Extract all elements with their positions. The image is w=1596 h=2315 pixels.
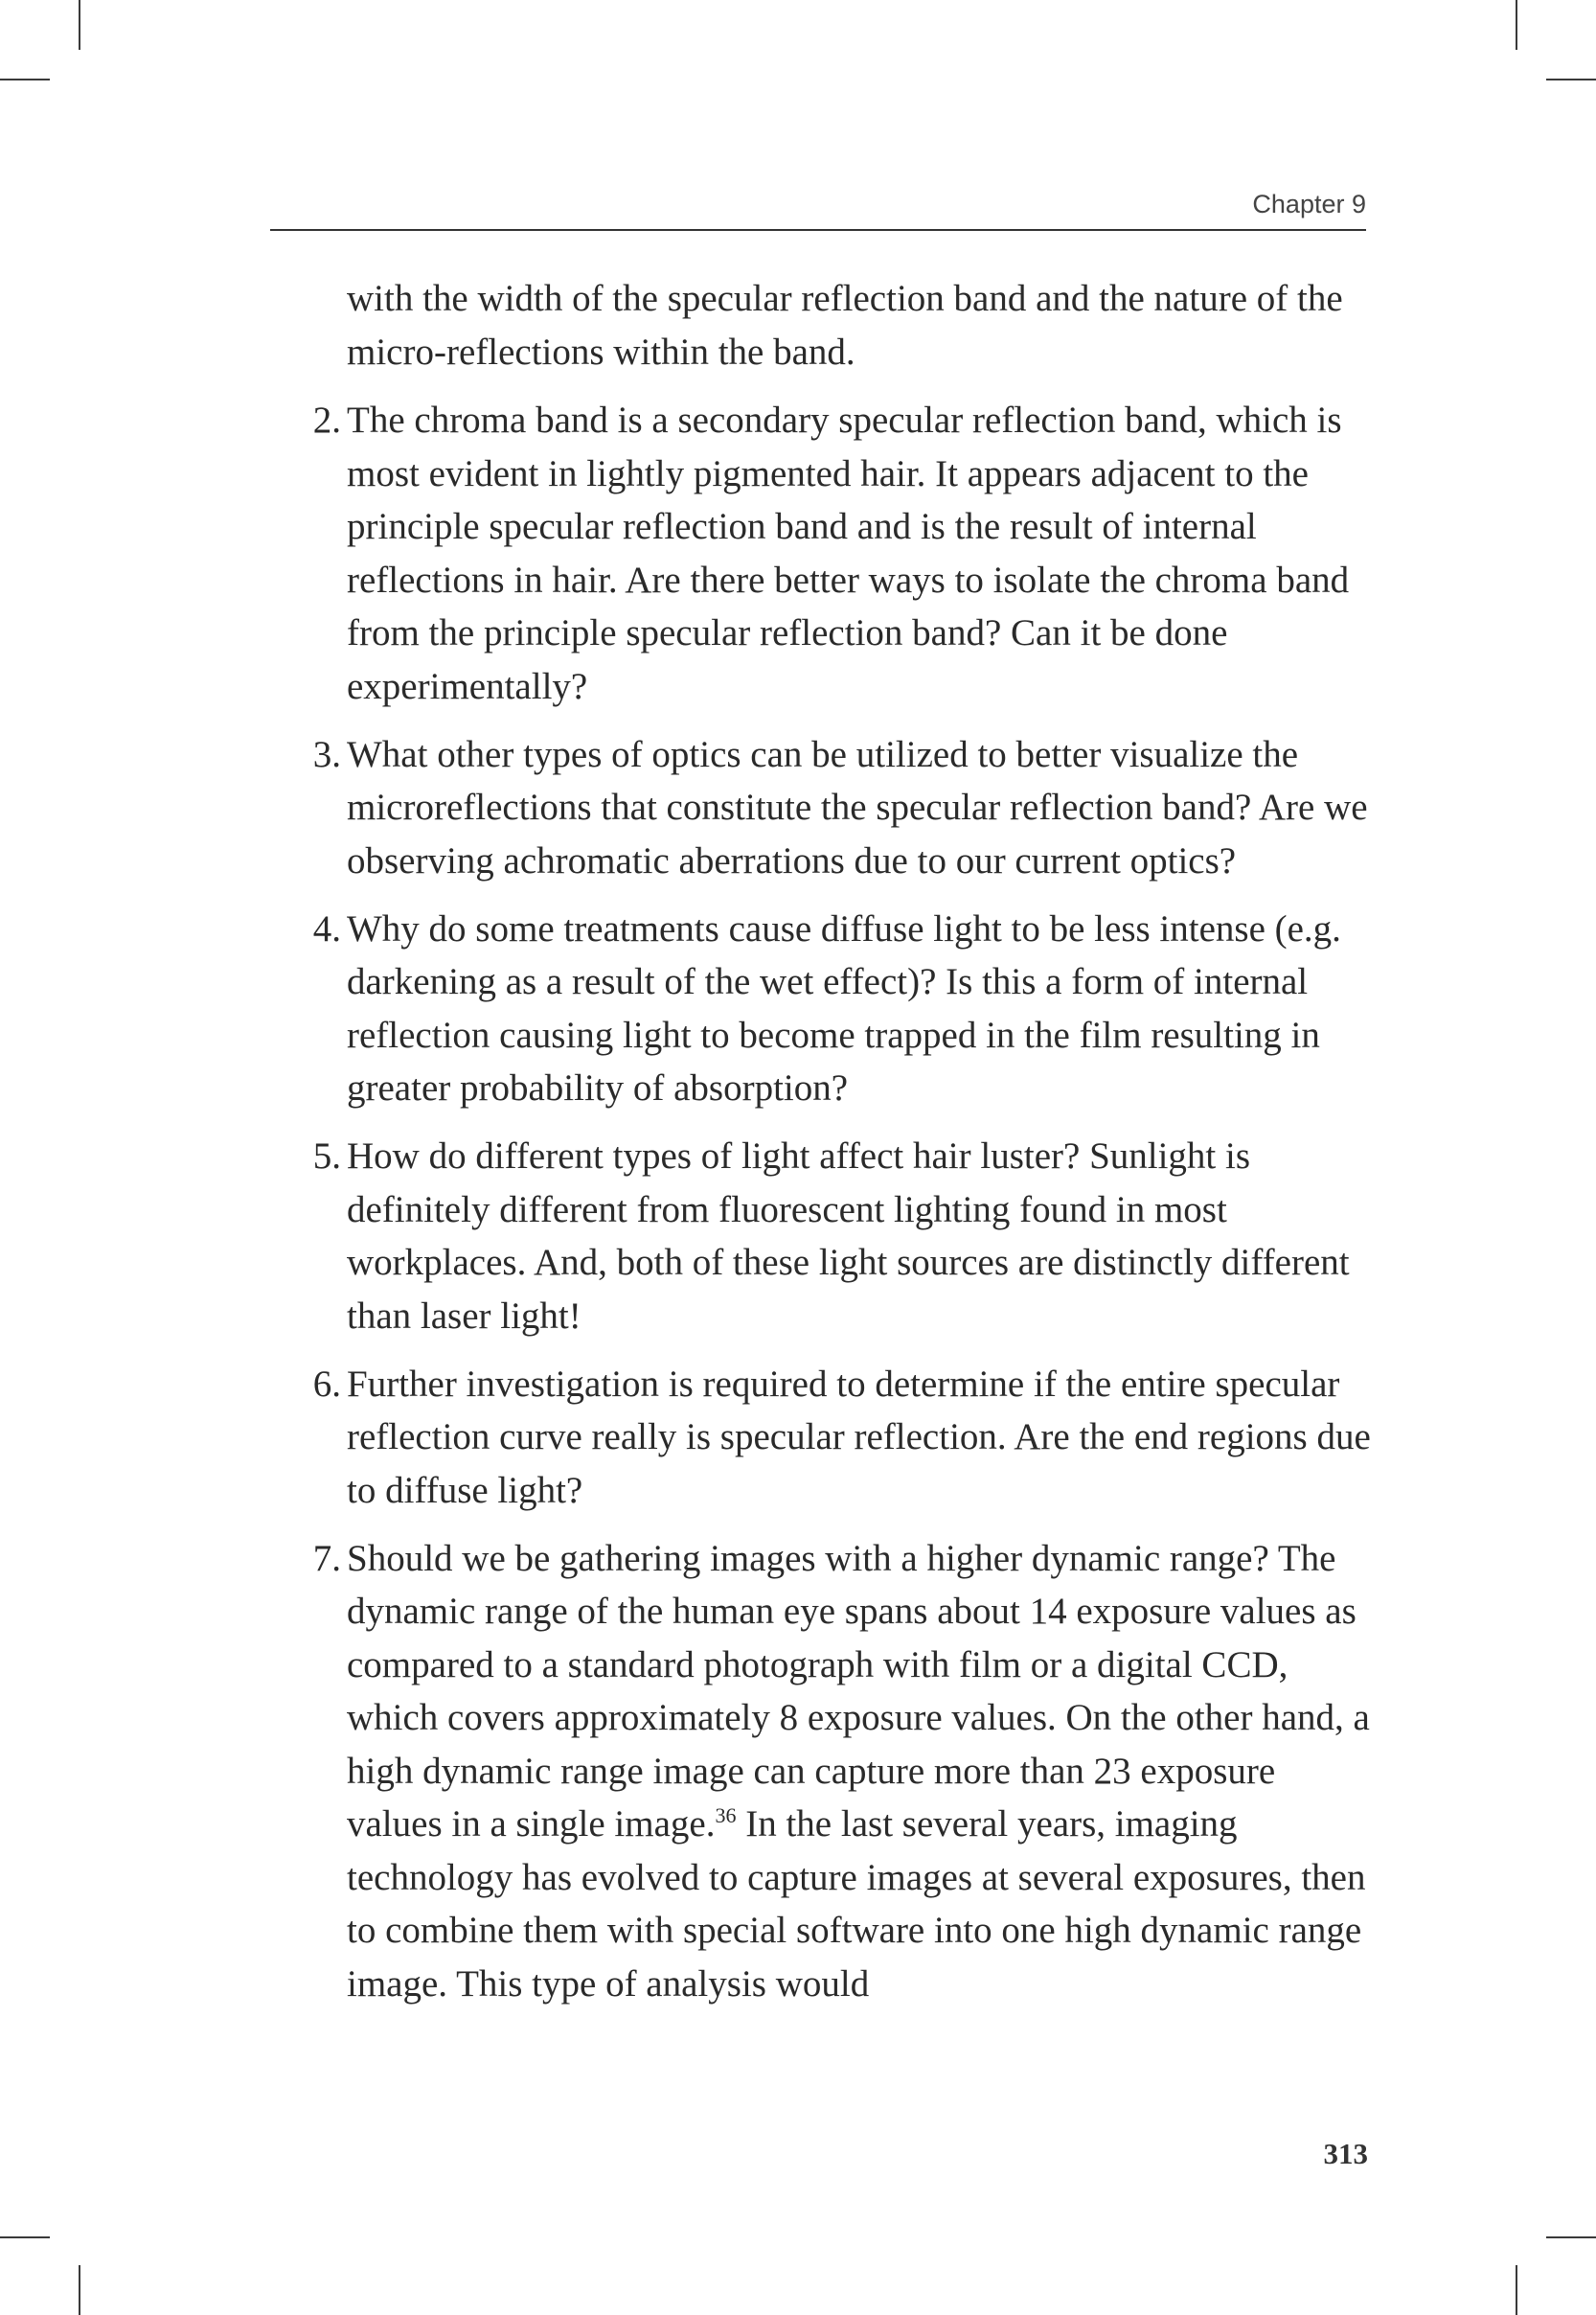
reference-superscript: 36 (715, 1803, 737, 1827)
list-item-number: 4. (312, 907, 341, 950)
page-number: 313 (1323, 2137, 1368, 2170)
list-item (312, 728, 1372, 888)
list-item-number: 6. (312, 1363, 341, 1405)
list-item-text: How do different types of light affect hair luster? Sunlight is definitely different from fluorescent lighting found in most workplaces. And, both of these light sources are distinctly different than laser light! (347, 1135, 1350, 1337)
list-item-number: 3. (312, 733, 341, 775)
crop-mark-bottom-left-vertical (79, 2265, 80, 2315)
crop-mark-bottom-right-vertical (1516, 2265, 1517, 2315)
list-item (312, 1130, 1372, 1342)
list-item (312, 903, 1372, 1115)
list-item-text: Further investigation is required to determine if the entire specular reflection curve really is specular reflection. Are the end regions due to diffuse light? (347, 1363, 1371, 1511)
list-item-text-continued: In the last several years, imaging technology has evolved to capture images at several exposures, then to combine them with special software into one high dynamic range image. This type of analysis would (347, 1803, 1366, 2005)
crop-mark-top-right-horizontal (1546, 79, 1596, 80)
list-item (312, 394, 1372, 713)
list-item-text: What other types of optics can be utilized to better visualize the microreflections that constitute the specular reflection band? Are we observing achromatic aberrations due to our current optics? (347, 733, 1368, 882)
crop-mark-bottom-left-horizontal (0, 2236, 50, 2238)
list-item (312, 1532, 1372, 2011)
page-body (312, 272, 1372, 2026)
list-item-text: Should we be gathering images with a higher dynamic range? The dynamic range of the human eye spans about 14 exposure values as compared to a standard photograph with film or a digital CCD, which covers approximately 8 exposure values. On the other hand, a high dynamic range image can capture more than 23 exposure values in a single image. (347, 1537, 1370, 1845)
crop-mark-bottom-right-horizontal (1546, 2236, 1596, 2238)
list-item-number: 5. (312, 1135, 341, 1177)
continued-paragraph: with the width of the specular reflection band and the nature of the micro-reflections within the band. (347, 278, 1343, 373)
question-list (312, 394, 1372, 2010)
running-head: Chapter 9 (1252, 190, 1366, 218)
header-rule (270, 229, 1366, 231)
list-item-text: The chroma band is a secondary specular reflection band, which is most evident in lightly pigmented hair. It appears adjacent to the principle specular reflection band and is the result of internal reflections in hair. Are there better ways to isolate the chroma band from the principle specular reflection band? Can it be done experimentally? (347, 400, 1350, 707)
crop-mark-top-right-vertical (1516, 0, 1517, 50)
list-item (312, 1358, 1372, 1518)
list-item-number: 2. (312, 400, 341, 441)
crop-mark-top-left-vertical (79, 0, 80, 50)
crop-mark-top-left-horizontal (0, 79, 50, 80)
list-item-number: 7. (312, 1537, 341, 1579)
list-item-text: Why do some treatments cause diffuse light to be less intense (e.g. darkening as a result of the wet effect)? Is this a form of internal reflection causing light to become trapped in the film resulting in greater probability of absorption? (347, 907, 1341, 1109)
